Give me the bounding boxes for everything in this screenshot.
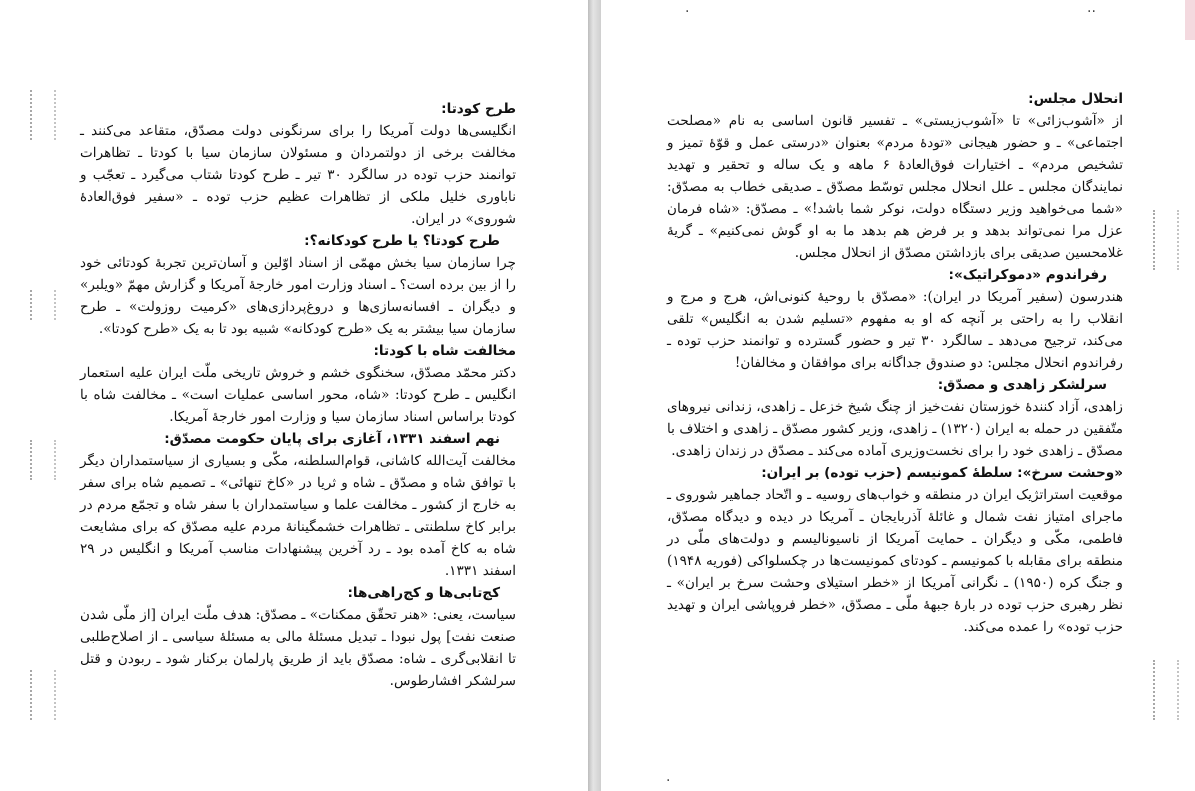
section-title: کج‌تابی‌ها و کج‌راهی‌ها: — [347, 585, 500, 601]
scan-dot: · — [685, 4, 690, 20]
right-page — [601, 0, 1195, 791]
section-title: طرح کودتا: — [441, 101, 516, 117]
scan-speckle — [1153, 660, 1179, 720]
right-page-text — [667, 88, 1123, 638]
scan-speckle — [30, 90, 56, 140]
section-title: مخالفت شاه با کودتا: — [373, 343, 516, 359]
section-title: رفراندوم «دموکراتیک»: — [948, 267, 1107, 283]
scan-speckle — [30, 440, 56, 480]
scan-speckle — [30, 290, 56, 320]
section-body: هندرسون (سفیر آمریکا در ایران): «مصدّق با روحیهٔ کنونی‌اش، هرج و مرج و انقلاب را به راحتی بر آنچه که او به مفهوم «تسلیم شدن به انگلیس» تلقی می‌کند، ترجیح می‌دهد ـ سالگرد ۳۰ تیر و حضور گسترده و توانمند حزب توده ـ رفراندوم انحلال مجلس: دو صندوق جداگانه برای موافقان و مخالفان! — [667, 289, 1123, 371]
section-body: دکتر محمّد مصدّق، سخنگوی خشم و خروش تاریخی ملّت ایران علیه استعمار انگلیس ـ طرح کودتا: «شاه، محور اساسی عملیات است» ـ مخالفت شاه با کودتا براساس اسناد سازمان سیا و وزارت امور خارجهٔ آمریکا. — [80, 365, 516, 425]
section-title: انحلال مجلس: — [1028, 91, 1123, 107]
left-page-text — [80, 98, 516, 692]
section-body: از «آشوب‌زائی» تا «آشوب‌زیستی» ـ تفسیر قانون اساسی به نام «مصلحت اجتماعی» ـ و حضور هیجانی «تودهٔ مردم» بعنوان «درستی عمل و قوّهٔ تمیز و تشخیص مردم» ـ اختیارات فوق‌العادهٔ ۶ ماهه و یک ساله و تحقیر و تهدید نمایندگان مجلس ـ علل انحلال مجلس توسّط مصدّق ـ صدیقی خطاب به مصدّق: «شما می‌خواهید وزیر دستگاه دولت، نوکر شما باشد!» ـ مصدّق: «شاه فرمان عزل مرا نمی‌تواند بدهد و بر فرض هم بدهد ما به او گوش نمی‌کنیم» ـ گریهٔ غلامحسین صدیقی برای بازداشتن مصدّق از انحلال مجلس. — [667, 113, 1123, 261]
section-title: طرح کودتا؟ یا طرح کودکانه؟: — [304, 233, 500, 249]
section-body: زاهدی، آزاد کنندهٔ خوزستان نفت‌خیز از چنگ شیخ خزعل ـ زاهدی، زندانی نیروهای متّفقین در حمله به ایران (۱۳۲۰) ـ زاهدی، وزیر کشور مصدّق ـ زاهدی و اختلاف با مصدّق ـ زاهدی خود را برای نخست‌وزیری آماده می‌کند ـ مصدّق در زندان زاهدی. — [667, 399, 1124, 459]
scan-speckle — [1153, 210, 1179, 270]
section-title: نهم اسفند ۱۳۳۱، آغازی برای پایان حکومت مصدّق: — [164, 431, 500, 447]
section-body: چرا سازمان سیا بخش مهمّی از اسناد اوّلین و آسان‌ترین تجربهٔ کودتائی خود را از بین برده است؟ ـ اسناد وزارت امور خارجهٔ آمریکا و گزارش مهمّ «ویلبر» و دیگران ـ افسانه‌سازی‌ها و دروغ‌پردازی‌های «کرمیت روزولت» ـ طرح سازمان سیا بیشتر به یک «طرح کودکانه» شبیه بود تا به یک «طرح کودتا». — [80, 255, 516, 337]
section-body: موقعیت استراتژیک ایران در منطقه و خواب‌های روسیه ـ و اتّحاد جماهیر شوروی ـ ماجرای امتیاز نفت شمال و غائلهٔ آذربایجان ـ آمریکا در دیده و دیدگاه مصدّق، فاطمی، مکّی و دیگران ـ حمایت آمریکا از ناسیونالیسم و دولت‌های ملّی در منطقه برای مقابله با کمونیسم ـ کودتای کمونیست‌ها در چکسلواکی (فوریه ۱۹۴۸) و جنگ کره (۱۹۵۰) ـ نگرانی آمریکا از «خطر استیلای وحشت سرخ بر ایران» ـ نظر رهبری حزب توده در بارهٔ جبههٔ ملّی ـ مصدّق، «خطر فروپاشی ایران و تهدید حزب توده» را عمده می‌کند. — [667, 487, 1123, 635]
book-gutter — [588, 0, 601, 791]
left-page — [0, 0, 588, 791]
section-title: «وحشت سرخ»: سلطهٔ کمونیسم (حزب توده) بر ایران: — [761, 465, 1123, 481]
section-title: سرلشکر زاهدی و مصدّق: — [937, 377, 1107, 393]
section-body: سیاست، یعنی: «هنر تحقّق ممکنات» ـ مصدّق: هدف ملّت ایران [از ملّی شدن صنعت نفت] پول نبودا ـ تبدیل مسئلهٔ مالی به مسئلهٔ سیاسی ـ از اصلاح‌طلبی تا انقلابی‌گری ـ شاه: مصدّق باید از طریق پارلمان برکنار شود ـ ربودن و قتل سرلشکر افشارطوس. — [80, 607, 516, 689]
scan-dot: · — [666, 773, 671, 789]
section-body: مخالفت آیت‌الله کاشانی، قوام‌السلطنه، مکّی و بسیاری از سیاستمداران دیگر با توافق شاه و مصدّق ـ شاه و ثریا در «کاخ تنهائی» ـ تصمیم شاه برای سفر به خارج از کشور ـ مخالفت علما و سیاستمداران با سفر شاه و تجمّع مردم در برابر کاخ سلطنتی ـ تظاهرات خشمگینانهٔ مردم علیه مصدّق که برای مشایعت شاه به کاخ آمده بود ـ رد آخرین پیشنهادات مناسب آمریکا و انگلیس در ۲۹ اسفند ۱۳۳۱. — [80, 453, 516, 579]
scan-dot: ·· — [1087, 4, 1096, 20]
section-body: انگلیسی‌ها دولت آمریکا را برای سرنگونی دولت مصدّق، متقاعد می‌کنند ـ مخالفت برخی از دولتمردان و مسئولان سازمان سیا با کودتا ـ تظاهرات توانمند حزب توده در سالگرد ۳۰ تیر ـ طرح کودتا شتاب می‌گیرد ـ تعجّب و ناباوری خلیل ملکی از تظاهرات عظیم حزب توده ـ «سفیر فوق‌العادهٔ شوروی» در ایران. — [80, 123, 516, 227]
page-corner-tab — [1185, 0, 1195, 40]
scan-speckle — [30, 670, 56, 720]
